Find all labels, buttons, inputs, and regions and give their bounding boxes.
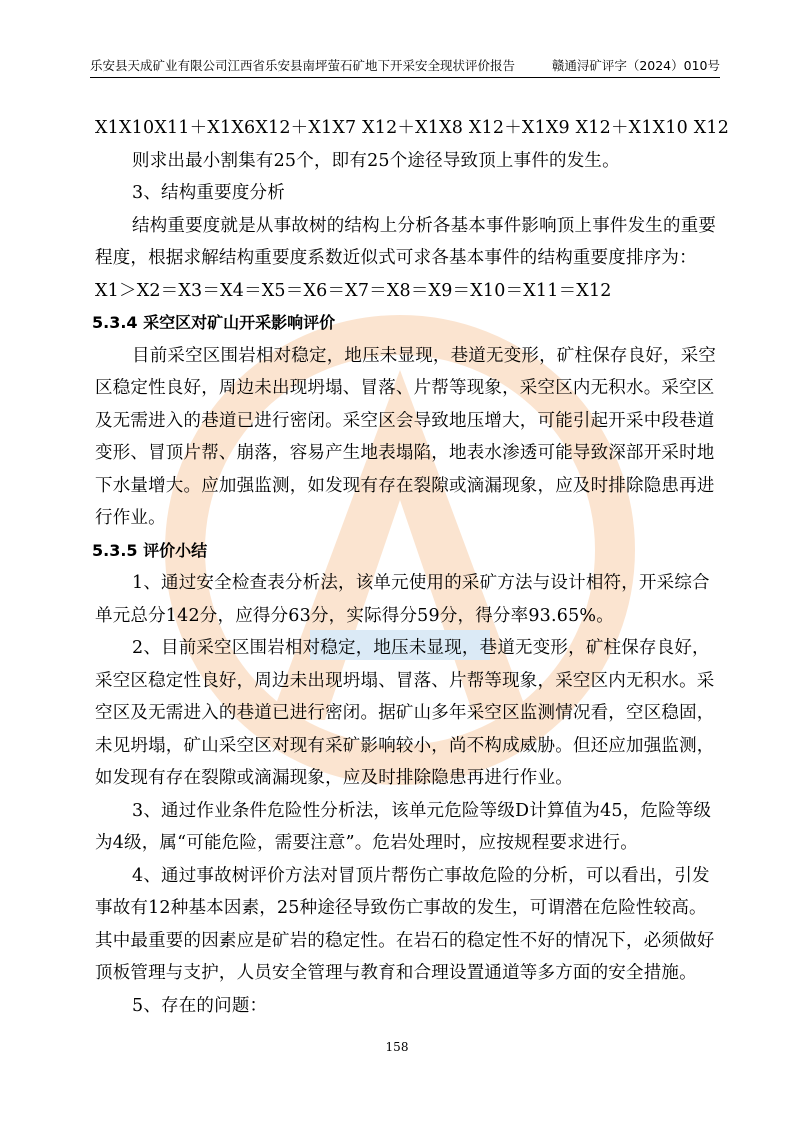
paragraph-structure-importance: 结构重要度就是从事故树的结构上分析各基本事件影响顶上事件发生的重要程度，根据求解结构重要度系数近似式可求各基本事件的结构重要度排序为：X1＞X2＝X3＝X4＝X5＝X6＝X7＝X8＝X9＝X10＝X11＝X12 xyxy=(95,215,717,301)
document-body xyxy=(92,112,730,1022)
summary-item-3: 3、通过作业条件危险性分析法，该单元危险等级D计算值为45，危险等级为4级，属“可能危险，需要注意”。危岩处理时，应按规程要求进行。 xyxy=(95,800,712,853)
header-divider xyxy=(90,77,720,78)
summary-item-5: 5、存在的问题： xyxy=(132,995,268,1016)
formula-line: X1X10X11＋X1X6X12＋X1X7 X12＋X1X8 X12＋X1X9 X12＋X1X10 X12 xyxy=(95,118,730,138)
summary-item-4: 4、通过事故树评价方法对冒顶片帮伤亡事故危险的分析，可以看出，引发事故有12种基本因素，25种途径导致伤亡事故的发生，可谓潜在危险性较高。其中最重要的因素应是矿岩的稳定性。在岩石的稳定性不好的情况下，必须做好顶板管理与支护，人员安全管理与教育和合理设置通道等多方面的安全措施。 xyxy=(95,865,715,983)
section-heading-5-3-5: 5.3.5 评价小结 xyxy=(92,540,208,560)
item-structure-importance-title: 3、结构重要度分析 xyxy=(132,183,285,203)
header-report-number: 赣通浔矿评字（2024）010号 xyxy=(551,58,720,73)
section-heading-5-3-4: 5.3.4 采空区对矿山开采影响评价 xyxy=(92,313,336,332)
page-header xyxy=(90,54,720,76)
summary-item-1: 1、通过安全检查表分析法，该单元使用的采矿方法与设计相符，开采综合单元总分142分，应得分63分，实际得分59分，得分率93.65%。 xyxy=(95,573,710,626)
summary-item-2: 2、目前采空区围岩相对稳定，地压未显现，巷道无变形，矿柱保存良好，采空区稳定性良好，周边未出现坍塌、冒落、片帮等现象，采空区内无积水。采空区及无需进入的巷道已进行密闭。据矿山多年采空区监测情况看，空区稳固，未见坍塌，矿山采空区对现有采矿影响较小，尚不构成威胁。但还应加强监测，如发现有存在裂隙或滴漏现象，应及时排除隐患再进行作业。 xyxy=(95,638,715,788)
paragraph-goaf-impact: 目前采空区围岩相对稳定，地压未显现，巷道无变形，矿柱保存良好，采空区稳定性良好，周边未出现坍塌、冒落、片帮等现象，采空区内无积水。采空区及无需进入的巷道已进行密闭。采空区会导致地压增大，可能引起开采中段巷道变形、冒顶片帮、崩落，容易产生地表塌陷，地表水渗透可能导致深部开采时地下水量增大。应加强监测，如发现有存在裂隙或滴漏现象，应及时排除隐患再进行作业。 xyxy=(95,345,717,528)
page-number: 158 xyxy=(385,1040,409,1054)
paragraph-min-cut-sets: 则求出最小割集有25个，即有25个途径导致顶上事件的发生。 xyxy=(132,150,620,171)
header-report-title: 乐安县天成矿业有限公司江西省乐安县南坪萤石矿地下开采安全现状评价报告 xyxy=(90,58,516,73)
